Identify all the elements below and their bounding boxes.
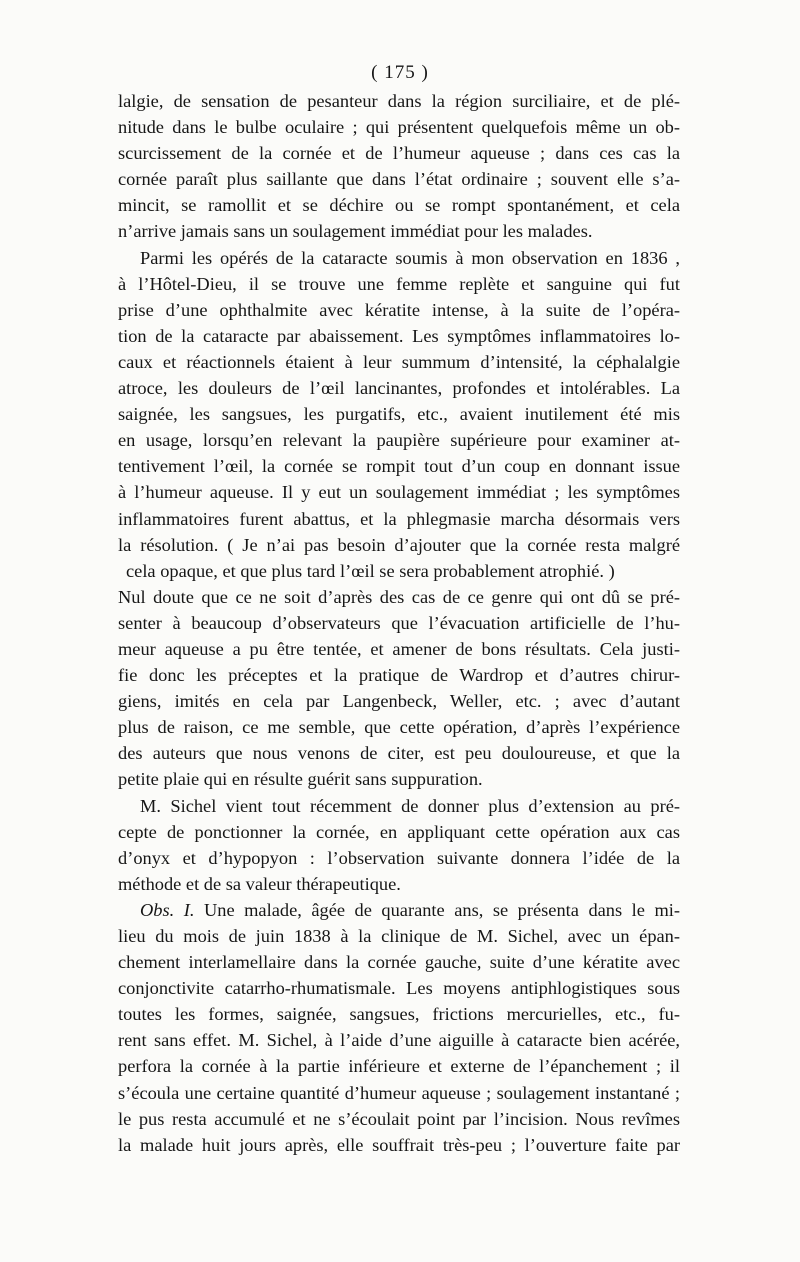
text-line: saignée, les sangsues, les purgatifs, etc., avaient inutilement été mis [118,404,680,425]
text-line: n’arrive jamais sans un soulagement immédiat pour les malades. [118,221,593,242]
text-line: senter à beaucoup d’observateurs que l’évacuation artificielle de l’hu- [118,612,680,633]
text-line: plus de raison, ce me semble, que cette opération, d’après l’expérience [118,717,680,738]
text-line: d’onyx et d’hypopyon : l’observation suivante donnera l’idée de la [118,847,680,868]
text-line: cepte de ponctionner la cornée, en appliquant cette opération aux cas [118,821,680,842]
text-line: mincit, se ramollit et se déchire ou se rompt spontanément, et cela [118,195,680,216]
obs-label: Obs. I. [140,899,195,920]
text-line: cela opaque, et que plus tard l’œil se sera probablement atrophié. ) [126,560,615,581]
text-line: en usage, lorsqu’en relevant la paupière supérieure pour examiner at- [118,430,680,451]
text-line: scurcissement de la cornée et de l’humeur aqueuse ; dans ces cas la [118,143,680,164]
text-line: tentivement l’œil, la cornée se rompit tout d’un coup en donnant issue [118,456,680,477]
text-line: cornée paraît plus saillante que dans l’état ordinaire ; souvent elle s’a- [118,169,680,190]
text-line: toutes les formes, saignée, sangsues, frictions mercurielles, etc., fu- [118,1004,680,1025]
text-line: lieu du mois de juin 1838 à la clinique de M. Sichel, avec un épan- [118,926,680,946]
text-line: Obs. I. Une malade, âgée de quarante ans, se présenta dans le mi- [140,899,680,920]
text-line: tion de la cataracte par abaissement. Les symptômes inflammatoires lo- [118,325,680,346]
text-line: nitude dans le bulbe oculaire ; qui présentent quelquefois même un ob- [118,117,680,138]
text-line: fie donc les préceptes et la pratique de Wardrop et d’autres chirur- [118,665,680,686]
text-line: rent sans effet. M. Sichel, à l’aide d’une aiguille à cataracte bien acérée, [118,1030,680,1051]
text-line: lalgie, de sensation de pesanteur dans la région surciliaire, et de plé- [118,91,680,111]
body-text [118,88,680,1158]
text-line: la résolution. ( Je n’ai pas besoin d’ajouter que la cornée resta malgré [118,534,680,555]
page-number: ( 175 ) [371,62,429,83]
text-line: conjonctivite catarrho-rhumatismale. Les moyens antiphlogistiques sous [118,978,680,999]
text-line: caux et réactionnels étaient à leur summum d’intensité, la céphalalgie [118,351,680,372]
text-line: le pus resta accumulé et ne s’écoulait point par l’incision. Nous revîmes [118,1108,680,1129]
text-line: à l’Hôtel-Dieu, il se trouve une femme replète et sanguine qui fut [118,273,680,294]
text-line: petite plaie qui en résulte guérit sans suppuration. [118,769,483,790]
text-line: méthode et de sa valeur thérapeutique. [118,873,401,894]
text-line: prise d’une ophthalmite avec kératite intense, à la suite de l’opéra- [118,299,680,320]
text-line: perfora la cornée à la partie inférieure et externe de l’épanchement ; il [118,1056,680,1077]
text-line: inflammatoires furent abattus, et la phlegmasie marcha désormais vers [118,508,680,529]
text-line: s’écoula une certaine quantité d’humeur aqueuse ; soulagement instantané ; [118,1082,680,1103]
text-line: giens, imités en cela par Langenbeck, Weller, etc. ; avec d’autant [118,691,680,712]
text-line: à l’humeur aqueuse. Il y eut un soulagement immédiat ; les symptômes [118,482,680,503]
text-line: M. Sichel vient tout récemment de donner plus d’extension au pré- [140,795,680,816]
text-line: chement interlamellaire dans la cornée gauche, suite d’une kératite avec [118,952,680,973]
text-line: atroce, les douleurs de l’œil lancinantes, profondes et intolérables. La [118,378,680,399]
text-line: Parmi les opérés de la cataracte soumis à mon observation en 1836 , [140,247,680,268]
text-line: Nul doute que ce ne soit d’après des cas de ce genre qui ont dû se pré- [118,586,680,607]
text-line: meur aqueuse a pu être tentée, et amener de bons résultats. Cela justi- [118,638,680,659]
text-line: des auteurs que nous venons de citer, est peu douloureuse, et que la [118,743,680,764]
text-line: la malade huit jours après, elle souffrait très-peu ; l’ouverture faite par [118,1134,680,1155]
